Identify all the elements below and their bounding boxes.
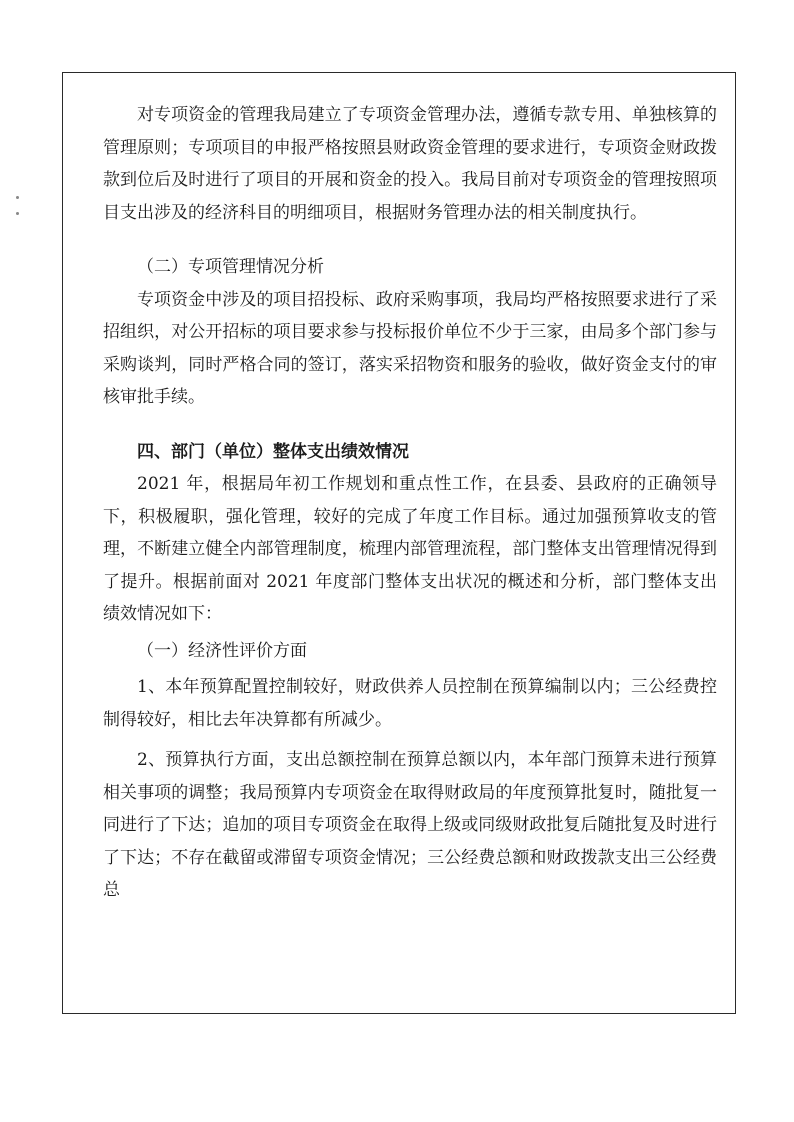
scan-mark [16, 212, 19, 215]
page-frame [62, 72, 736, 1014]
section-4-title: 四、部门（单位）整体支出绩效情况 [137, 441, 409, 462]
intro-paragraph: 对专项资金的管理我局建立了专项资金管理办法，遵循专款专用、单独核算的管理原则；专项项目的申报严格按照县财政资金管理的要求进行，专项资金财政拨款到位后及时进行了项目的开展和资金的投入。我局目前对专项资金的管理按照项目支出涉及的经济科目的明细项目，根据财务管理办法的相关制度执行。 [103, 105, 717, 223]
subsection-economic-title: （一）经济性评价方面 [137, 640, 307, 661]
subsection-2-paragraph: 专项资金中涉及的项目招投标、政府采购事项，我局均严格按照要求进行了采招组织，对公开招标的项目要求参与投标报价单位不少于三家，由局多个部门参与采购谈判，同时严格合同的签订，落实采招物资和服务的验收，做好资金支付的审核审批手续。 [103, 289, 717, 407]
scan-mark [16, 196, 19, 199]
document-body [63, 99, 736, 907]
section-4-paragraph: 2021 年，根据局年初工作规划和重点性工作，在县委、县政府的正确领导下，积极履职，强化管理，较好的完成了年度工作目标。通过加强预算收支的管理，不断建立健全内部管理制度，梳理内部管理流程，部门整体支出管理情况得到了提升。根据前面对 2021 年度部门整体支出状况的概述和分析，部门整体支出绩效情况如下： [103, 474, 717, 624]
item-2-paragraph: 2、预算执行方面，支出总额控制在预算总额以内，本年部门预算未进行预算相关事项的调整；我局预算内专项资金在取得财政局的年度预算批复时，随批复一同进行了下达；追加的项目专项资金在取得上级或同级财政批复后随批复及时进行了下达；不存在截留或滞留专项资金情况；三公经费总额和财政拨款支出三公经费总 [103, 750, 717, 900]
subsection-2-title: （二）专项管理情况分析 [137, 257, 324, 277]
item-1-paragraph: 1、本年预算配置控制较好，财政供养人员控制在预算编制以内；三公经费控制得较好，相比去年决算都有所减少。 [103, 677, 717, 730]
